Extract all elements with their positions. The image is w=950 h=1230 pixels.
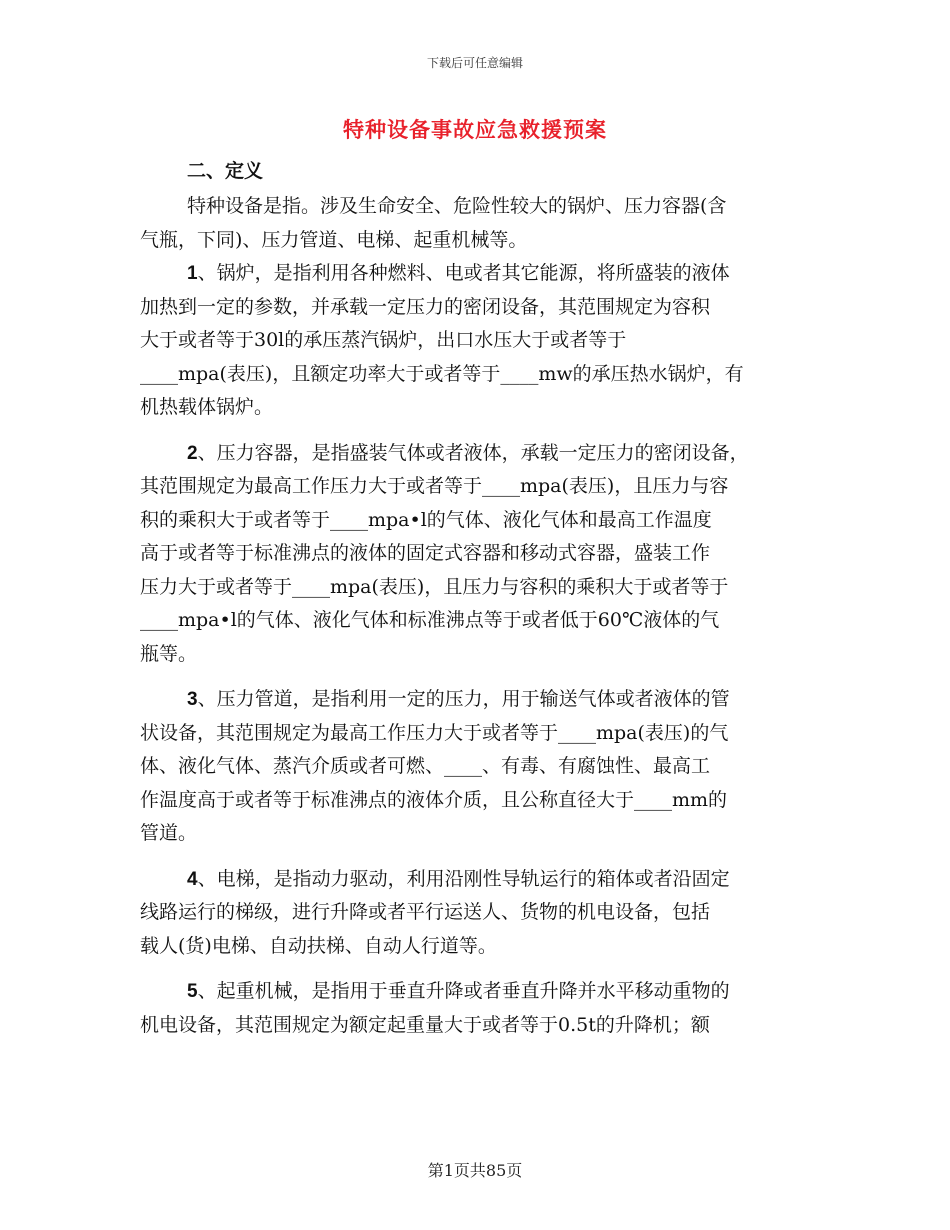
- paragraph-line: 瓶等。: [140, 642, 198, 665]
- paragraph-line: [140, 683, 810, 717]
- page-footer: 第1页共85页: [427, 1161, 523, 1180]
- paragraph-line: 其范围规定为最高工作压力大于或者等于____mpa(表压)，且压力与容: [140, 475, 729, 497]
- paragraph-line: 积的乘积大于或者等于____mpa•l的气体、液化气体和最高工作温度: [140, 508, 712, 531]
- paragraph-line: 机热载体锅炉。: [140, 396, 274, 418]
- paragraph-lifting-machinery: [140, 975, 810, 1042]
- section-heading: 二、定义: [187, 160, 264, 182]
- paragraph-line: 压力大于或者等于____mpa(表压)，且压力与容积的乘积大于或者等于: [140, 575, 729, 598]
- item-text: 、起重机械，是指用于垂直升降或者垂直升降并水平移动重物的: [197, 980, 730, 1002]
- item-number: 1: [187, 263, 198, 284]
- paragraph-intro: [140, 190, 810, 257]
- paragraph-line: 特种设备是指。涉及生命安全、危险性较大的锅炉、压力容器(含: [187, 195, 727, 217]
- item-number: 5: [187, 981, 198, 1002]
- header-note: 下载后可任意编辑: [426, 56, 523, 70]
- paragraph-line: 加热到一定的参数，并承载一定压力的密闭设备，其范围规定为容积: [140, 295, 711, 318]
- paragraph-line: 大于或者等于30l的承压蒸汽锅炉，出口水压大于或者等于: [140, 329, 627, 351]
- paragraph-line: 载人(货)电梯、自动扶梯、自动人行道等。: [140, 934, 497, 957]
- item-number: 3: [187, 689, 198, 710]
- paragraph-line: 机电设备，其范围规定为额定起重量大于或者等于0.5t的升降机；额: [140, 1013, 710, 1036]
- item-text: 、锅炉，是指利用各种燃料、电或者其它能源，将所盛装的液体: [197, 262, 730, 284]
- paragraph-line: [140, 257, 810, 291]
- paragraph-pressure-pipeline: [140, 683, 810, 851]
- paragraph-pressure-vessel: [140, 437, 810, 672]
- document-body: [140, 190, 810, 1042]
- paragraph-line: [140, 975, 810, 1009]
- paragraph-boiler: [140, 257, 810, 425]
- item-number: 4: [187, 868, 198, 890]
- paragraph-line: ____mpa(表压)，且额定功率大于或者等于____mw的承压热水锅炉，有: [140, 362, 744, 385]
- item-number: 2: [187, 442, 198, 464]
- document-title: 特种设备事故应急救援预案: [343, 117, 607, 142]
- paragraph-line: 线路运行的梯级，进行升降或者平行运送人、货物的机电设备，包括: [140, 901, 711, 923]
- paragraph-elevator: [140, 863, 810, 964]
- item-text: 、压力容器，是指盛装气体或者液体，承载一定压力的密闭设备，: [197, 441, 749, 464]
- paragraph-line: 状设备，其范围规定为最高工作压力大于或者等于____mpa(表压)的气: [140, 721, 729, 744]
- paragraph-line: 管道。: [140, 822, 198, 844]
- paragraph-line: [140, 437, 810, 471]
- item-text: 、电梯，是指动力驱动，利用沿刚性导轨运行的箱体或者沿固定: [197, 867, 730, 890]
- paragraph-line: 高于或者等于标准沸点的液体的固定式容器和移动式容器，盛装工作: [140, 542, 711, 564]
- paragraph-line: 气瓶，下同)、压力管道、电梯、起重机械等。: [140, 228, 528, 251]
- paragraph-line: 作温度高于或者等于标准沸点的液体介质，且公称直径大于____mm的: [140, 788, 728, 811]
- paragraph-line: [140, 863, 810, 897]
- paragraph-line: 体、液化气体、蒸汽介质或者可燃、____、有毒、有腐蚀性、最高工: [140, 755, 711, 777]
- paragraph-line: ____mpa•l的气体、液化气体和标准沸点等于或者低于60℃液体的气: [140, 609, 720, 631]
- item-text: 、压力管道，是指利用一定的压力，用于输送气体或者液体的管: [197, 688, 730, 710]
